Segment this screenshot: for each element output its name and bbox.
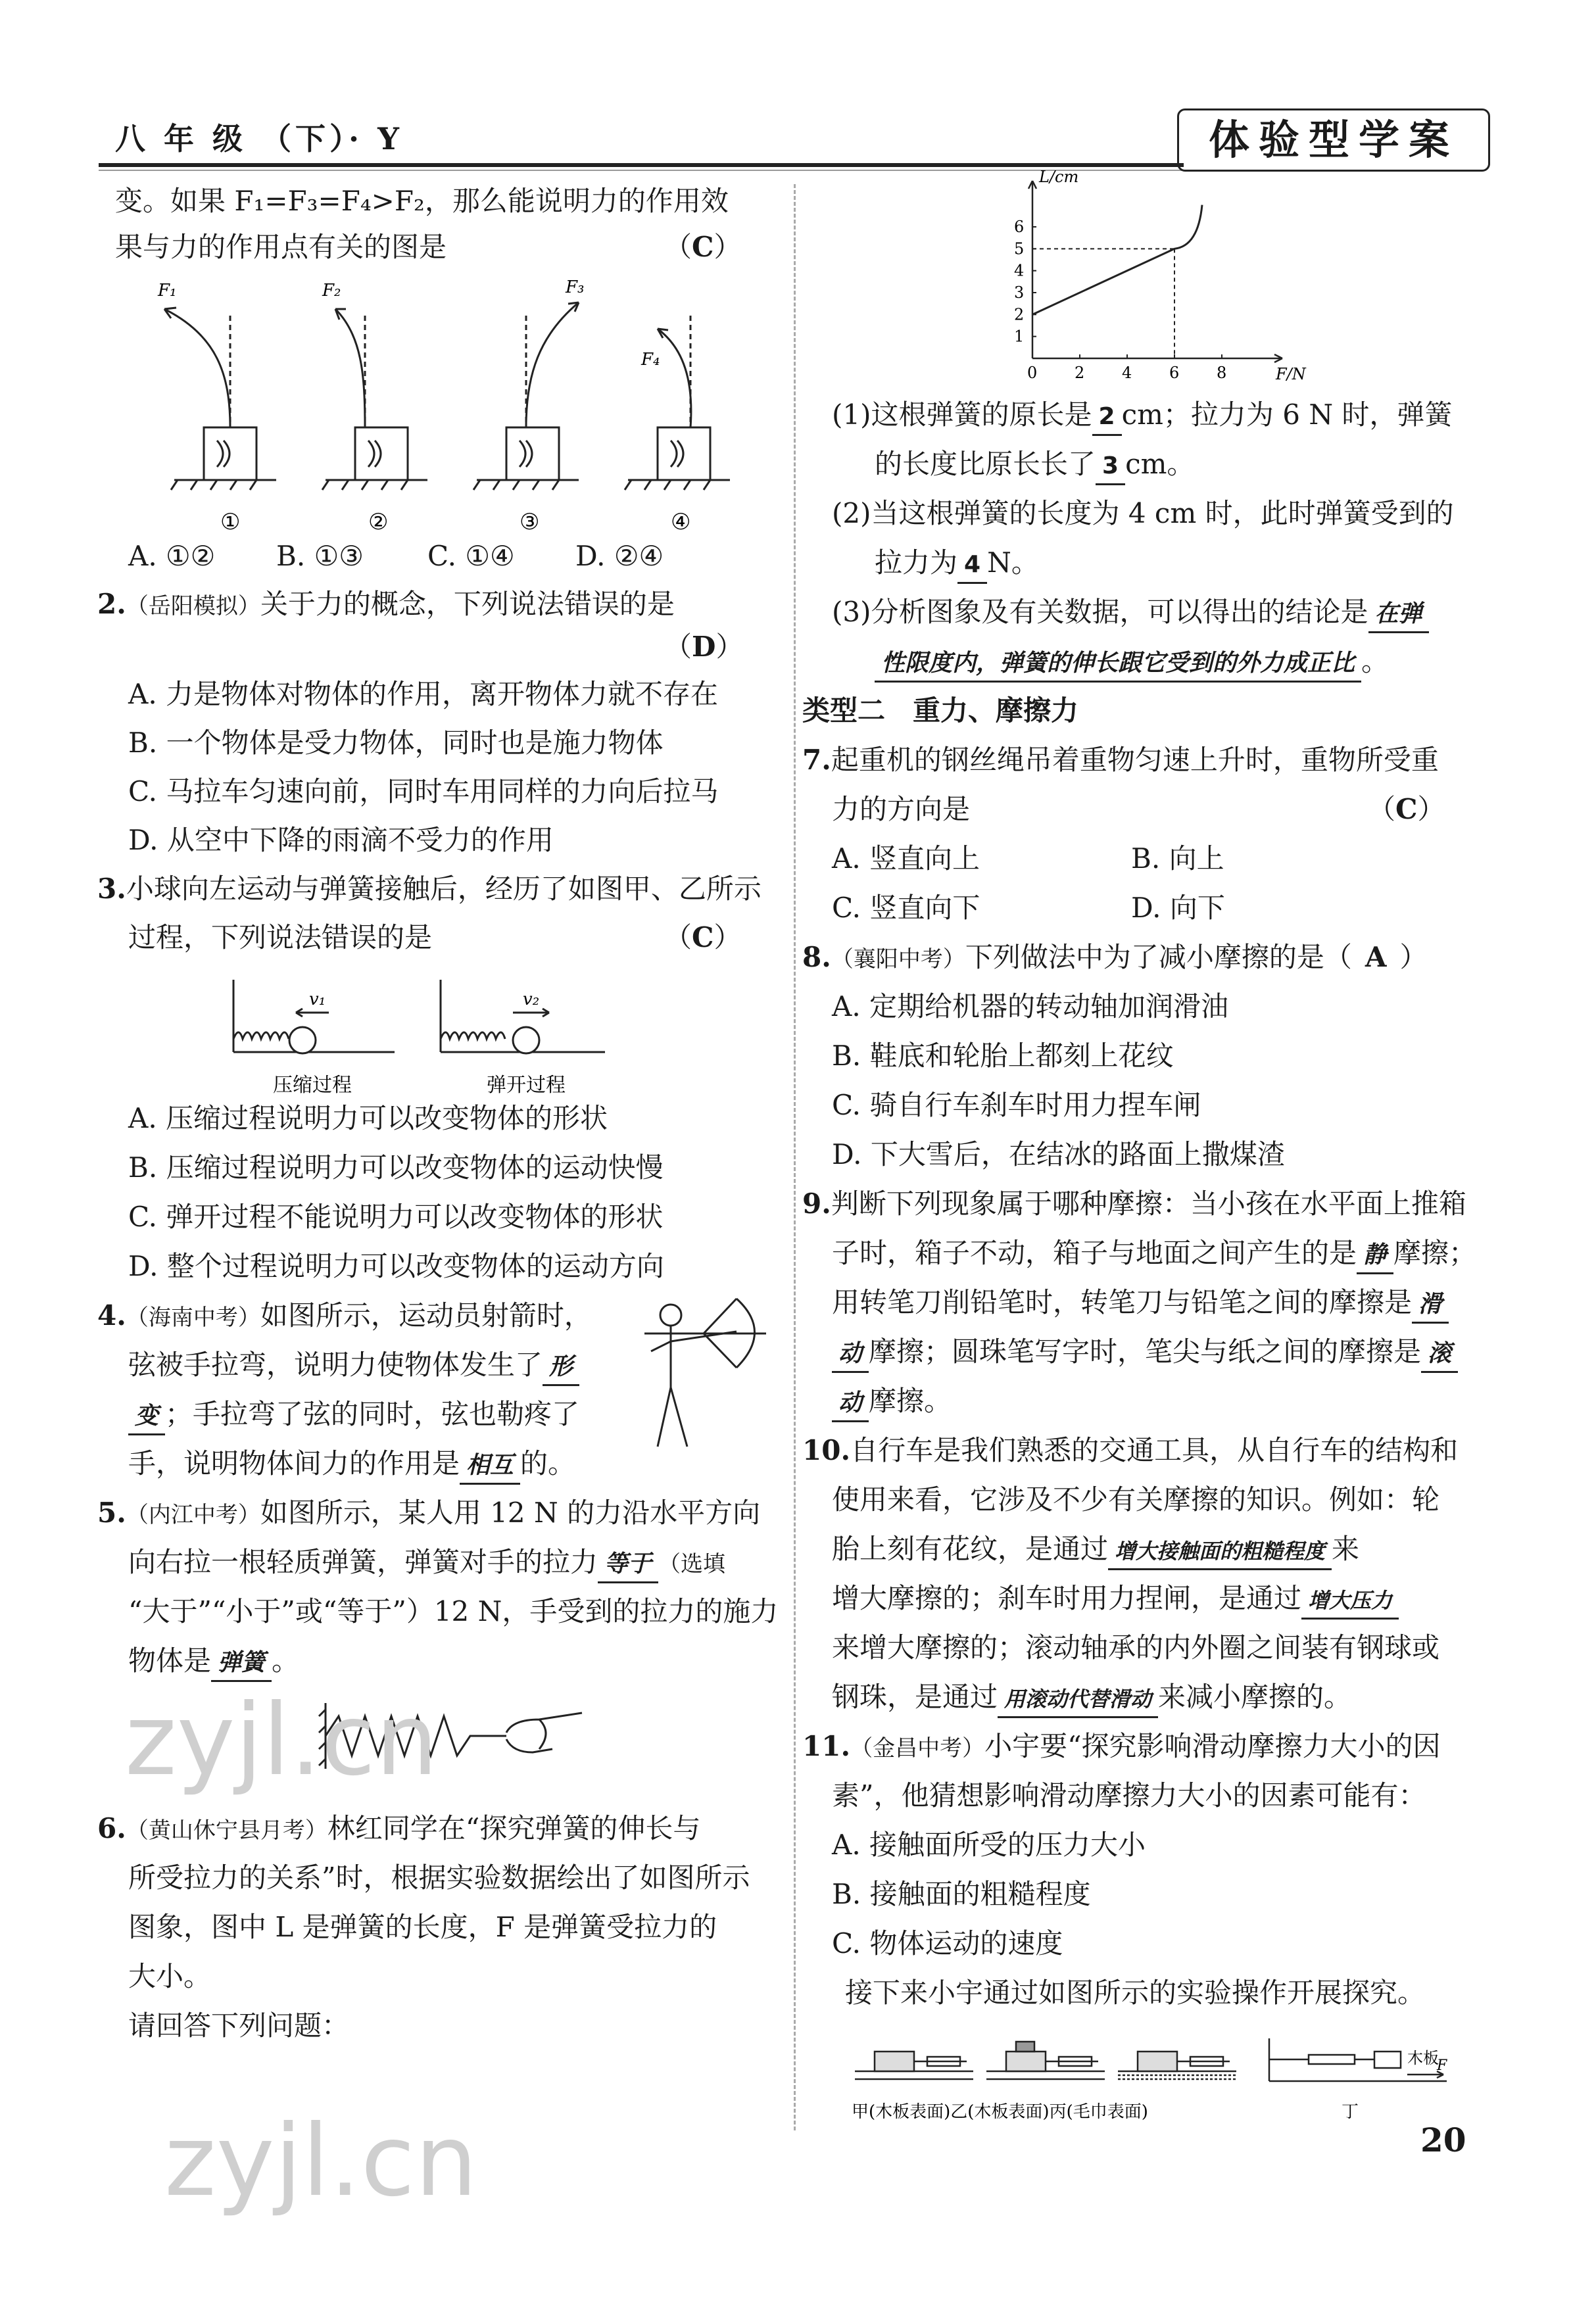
q3-option-c: C. 弹开过程不能说明力可以改变物体的形状: [128, 1201, 664, 1233]
force-label-3: F₃: [566, 277, 585, 297]
q3-answer-bracket: （C）: [664, 921, 742, 953]
x-tick-label: 2: [1075, 364, 1085, 382]
q1-option-c: C. ①④: [427, 540, 515, 572]
fig-caption: 甲(木板表面)乙(木板表面)丙(毛巾表面): [852, 2102, 1148, 2122]
fig-force-label: F: [1437, 2057, 1447, 2074]
q11-line2: 素”，他猜想影响滑动摩擦力大小的因素可能有：: [832, 1779, 1426, 1812]
q4-text2: 弦被手拉弯，说明力使物体发生了: [128, 1349, 543, 1381]
q10-line4: [832, 1581, 1399, 1620]
force-label-1: F₁: [158, 281, 177, 300]
q6-sub1-cont: [875, 447, 1194, 485]
q4-text1: 如图所示，运动员射箭时，: [260, 1299, 592, 1332]
velocity-label-1: v₁: [309, 990, 326, 1009]
q10-answer-2: 增大压力: [1301, 1583, 1399, 1620]
q9-text5: 摩擦。: [869, 1385, 952, 1417]
section-2-title: 类型二 重力、摩擦力: [802, 694, 1079, 727]
fig-board-label: 木板: [1407, 2049, 1439, 2067]
q8-source: （襄阳中考）: [831, 946, 965, 973]
q11-option-a: A. 接触面所受的压力大小: [832, 1829, 1146, 1861]
q6-sub2-answer: 4: [957, 548, 987, 584]
force-label-2: F₂: [322, 281, 341, 300]
q10-line2: 使用来看，它涉及不少有关摩擦的知识。例如：轮: [832, 1483, 1440, 1516]
q4-line3: [128, 1397, 579, 1435]
fig-ding-label: 丁: [1342, 2102, 1359, 2122]
q5-line3: “大于”“小于”或“等于”）12 N，手受到的拉力的施力: [128, 1595, 779, 1627]
q5-line2: [128, 1545, 725, 1583]
q10-number: 10.: [802, 1434, 851, 1466]
q1-option-a: A. ①②: [128, 540, 216, 572]
q1-answer: C: [692, 231, 714, 263]
q4-answer-2: 相互: [460, 1449, 520, 1485]
q7-number: 7.: [802, 744, 831, 776]
page-number: 20: [1420, 2121, 1466, 2159]
q1-panel-1: [164, 308, 276, 490]
q9-text4: 摩擦；圆珠笔写字时，笔尖与纸之间的摩擦是: [869, 1335, 1422, 1368]
q8-option-d: D. 下大雪后，在结冰的路面上撒煤渣: [832, 1138, 1285, 1170]
q6-line4: 大小。: [128, 1960, 212, 1992]
q9-line4: [832, 1335, 1458, 1373]
q6-number: 6.: [97, 1812, 126, 1844]
watermark-1: zyjl.cn: [125, 1683, 439, 1798]
q6-sub1-text-c: 的长度比原长长了: [875, 448, 1096, 480]
archer-figure: [631, 1295, 776, 1453]
grade-header: 八 年 级 （下）· Y: [115, 121, 403, 156]
q8-option-a: A. 定期给机器的转动轴加润滑油: [832, 990, 1229, 1022]
q3-text1: 小球向左运动与弹簧接触后，经历了如图甲、乙所示: [126, 873, 762, 905]
force-label-4: F₄: [641, 350, 660, 370]
y-tick-label: 6: [1014, 218, 1025, 236]
q3-figure: [224, 967, 644, 1098]
q9-text1: 判断下列现象属于哪种摩擦：当小孩在水平面上推箱: [831, 1188, 1466, 1220]
q11-option-b: B. 接触面的粗糙程度: [832, 1878, 1091, 1910]
q2-option-d: D. 从空中下降的雨滴不受力的作用: [128, 824, 554, 856]
q11-number: 11.: [802, 1730, 851, 1762]
q7-text1: 起重机的钢丝绳吊着重物匀速上升时，重物所受重: [831, 744, 1439, 776]
q10-text6b: 来减小摩擦的。: [1158, 1681, 1352, 1713]
q6-sub2: (2)当这根弹簧的长度为 4 cm 时，此时弹簧受到的: [832, 497, 1454, 529]
q6-sub1-text: (1)这根弹簧的原长是: [832, 398, 1092, 431]
q6-line1: [97, 1812, 700, 1848]
q6-sub3: [832, 595, 1429, 633]
q6-line3: 图象，图中 L 是弹簧的长度，F 是弹簧受拉力的: [128, 1911, 717, 1943]
q6-sub1: [832, 398, 1452, 436]
q9-line2: [832, 1236, 1476, 1274]
q4-text4: 手，说明物体间力的作用是: [128, 1447, 460, 1479]
q5-text4: 物体是: [128, 1645, 212, 1677]
q7-option-b: B. 向上: [1131, 842, 1224, 875]
series-line: [1032, 205, 1202, 315]
x-tick-label: 0: [1027, 364, 1038, 382]
q1-option-d: D. ②④: [575, 540, 664, 572]
q9-line5: [832, 1384, 952, 1422]
friction-experiment-figure: [848, 2019, 1453, 2130]
q5-line4: [128, 1644, 299, 1682]
q3-option-a: A. 压缩过程说明力可以改变物体的形状: [128, 1102, 608, 1134]
q2-source: （岳阳模拟）: [126, 593, 260, 619]
q1-figure: [158, 276, 763, 539]
q1-panel-2: [322, 309, 427, 490]
q6-sub2-text-c: N。: [987, 546, 1039, 579]
q9-text2: 子时，箱子不动，箱子与地面之间产生的是: [832, 1237, 1357, 1269]
q9-text2b: 摩擦；: [1393, 1237, 1477, 1269]
y-tick-label: 2: [1014, 305, 1025, 324]
q6-sub1-text-b: cm；拉力为 6 N 时，弹簧: [1121, 398, 1453, 431]
fig-label-1: ①: [220, 509, 241, 535]
header-rule: [99, 163, 1184, 167]
q6-sub3-text: (3)分析图象及有关数据，可以得出的结论是: [832, 596, 1368, 628]
q5-line1: [97, 1496, 760, 1532]
book-title-badge: 体验型学案: [1177, 108, 1490, 172]
q4-text4b: 的。: [520, 1447, 576, 1479]
q5-answer-2: 弹簧: [211, 1646, 272, 1682]
fig-label-2: ②: [368, 509, 389, 535]
q8-option-c: C. 骑自行车刹车时用力捏车闸: [832, 1089, 1201, 1121]
q6-sub2-cont: [875, 546, 1039, 584]
q9-text3: 用转笔刀削铅笔时，转笔刀与铅笔之间的摩擦是: [832, 1286, 1413, 1318]
q10-line6: [832, 1680, 1351, 1718]
q3-option-b: B. 压缩过程说明力可以改变物体的运动快慢: [128, 1151, 664, 1184]
q8-stem: 8.（襄阳中考）下列做法中为了减小摩擦的是（ A ）: [802, 941, 1428, 973]
q9-line3: [832, 1285, 1449, 1324]
q4-line2: [128, 1348, 579, 1386]
q3-option-d: D. 整个过程说明力可以改变物体的运动方向: [128, 1250, 664, 1282]
q7-line1: [802, 743, 1439, 777]
q4-text3: ；手拉弯了弦的同时，弦也勒疼了: [165, 1398, 580, 1430]
q2-option-c: C. 马拉车匀速向前，同时车用同样的力向后拉马: [128, 775, 719, 807]
q1-panel-4: [625, 316, 730, 490]
q7-answer-bracket: （C）: [1368, 793, 1445, 825]
q11-option-c: C. 物体运动的速度: [832, 1927, 1063, 1959]
q7-line2: 力的方向是: [832, 793, 971, 825]
q10-line1: [802, 1433, 1458, 1468]
q1-line1: 变。如果 F₁=F₃=F₄>F₂，那么能说明力的作用效: [115, 185, 729, 217]
q6-sub3-cont: [875, 644, 1389, 683]
q6-sub3-text-b: 。: [1361, 645, 1390, 677]
q3-number: 3.: [97, 873, 126, 905]
q5-text4b: 。: [272, 1645, 300, 1677]
q1-option-b: B. ①③: [276, 540, 364, 572]
q11-line1: [802, 1729, 1441, 1766]
q2-answer-bracket: （D）: [664, 631, 744, 663]
q2-option-a: A. 力是物体对物体的作用，离开物体力就不存在: [128, 678, 719, 710]
q1-answer-bracket: （C）: [664, 231, 742, 263]
y-tick-label: 1: [1014, 327, 1025, 346]
q6-sub2-text-b: 拉力为: [875, 546, 958, 579]
q5-number: 5.: [97, 1497, 126, 1529]
q7-answer: C: [1395, 793, 1418, 825]
q10-answer-1: 增大接触面的粗糙程度: [1108, 1534, 1332, 1570]
fig-label-3: ③: [520, 509, 540, 535]
x-tick-label: 6: [1169, 364, 1180, 382]
q5-text2b: （选填: [658, 1551, 726, 1577]
fig-label-release: 弹开过程: [487, 1074, 566, 1097]
q5-source: （内江中考）: [126, 1502, 260, 1528]
q8-number: 8.: [802, 941, 831, 973]
q8-option-b: B. 鞋底和轮胎上都刻上花纹: [832, 1040, 1174, 1072]
q11-source: （金昌中考）: [850, 1735, 985, 1762]
q8-text: 下列做法中为了减小摩擦的是（: [965, 941, 1352, 973]
q10-answer-3: 用滚动代替滑动: [998, 1682, 1158, 1718]
q2-option-b: B. 一个物体是受力物体，同时也是施力物体: [128, 727, 664, 759]
y-axis-label: L/cm: [1039, 168, 1079, 186]
q1-line2: 果与力的作用点有关的图是: [115, 231, 447, 263]
q3-line1: [97, 872, 762, 906]
q5-text2: 向右拉一根轻质弹簧，弹簧对手的拉力: [128, 1546, 598, 1578]
q6-line2: 所受拉力的关系”时，根据实验数据绘出了如图所示: [128, 1862, 750, 1894]
q10-text3: 胎上刻有花纹，是通过: [832, 1533, 1109, 1565]
q4-source: （海南中考）: [126, 1305, 260, 1331]
q6-sub3-answer-1: 在弹: [1368, 597, 1429, 633]
fig-label-4: ④: [671, 509, 691, 535]
q3-answer: C: [692, 921, 714, 953]
y-tick-label: 3: [1014, 283, 1025, 302]
x-tick-label: 4: [1122, 364, 1132, 382]
q10-line5: 来增大摩擦的；滚动轴承的内外圈之间装有钢球或: [832, 1631, 1440, 1664]
q4-number: 4.: [97, 1299, 126, 1332]
q8-answer: A: [1365, 941, 1387, 973]
spring-length-chart: [993, 168, 1306, 395]
q4-line4: [128, 1447, 575, 1485]
y-tick-label: 5: [1014, 239, 1025, 258]
q6-sub1-answer-1: 2: [1092, 400, 1122, 436]
q2-answer: D: [692, 631, 716, 663]
q7-option-c: C. 竖直向下: [832, 892, 980, 924]
q7-option-d: D. 向下: [1131, 892, 1225, 924]
y-tick-label: 4: [1014, 261, 1025, 280]
q10-text3b: 来: [1332, 1533, 1360, 1565]
fig-label-compress: 压缩过程: [273, 1074, 352, 1097]
q10-text1: 自行车是我们熟悉的交通工具，从自行车的结构和: [850, 1434, 1459, 1466]
q10-line3: [832, 1532, 1359, 1570]
q2-number: 2.: [97, 588, 126, 620]
q11-text1: 小宇要“探究影响滑动摩擦力大小的因: [984, 1730, 1441, 1762]
q6-sub1-text-d: cm。: [1125, 448, 1195, 480]
q9-answer-2b: 动: [832, 1337, 869, 1373]
q9-answer-1: 静: [1357, 1238, 1393, 1274]
velocity-label-2: v₂: [523, 990, 540, 1009]
q10-text4: 增大摩擦的；刹车时用力捏闸，是通过: [832, 1582, 1302, 1614]
q11-line3: 接下来小宇通过如图所示的实验操作开展探究。: [845, 1977, 1426, 2009]
watermark-2: zyjl.cn: [164, 2104, 478, 2219]
q4-line1: [97, 1299, 592, 1335]
q9-answer-2a: 滑: [1412, 1287, 1449, 1324]
q6-source: （黄山休宁县月考）: [126, 1817, 327, 1844]
q2-text: 关于力的概念，下列说法错误的是: [260, 588, 675, 620]
q9-answer-3b: 动: [832, 1386, 869, 1422]
q9-answer-3a: 滚: [1421, 1337, 1458, 1373]
q6-line5: 请回答下列问题：: [128, 2009, 350, 2042]
q2-stem: [97, 587, 675, 623]
x-tick-label: 8: [1217, 364, 1227, 382]
q10-text6: 钢珠，是通过: [832, 1681, 998, 1713]
q3-line2: 过程，下列说法错误的是: [128, 921, 433, 953]
q1-panel-3: [473, 302, 579, 490]
q4-answer-1b: 变: [128, 1399, 165, 1435]
x-axis-label: F/N: [1276, 365, 1306, 383]
q4-answer-1a: 形: [543, 1350, 579, 1386]
q7-option-a: A. 竖直向上: [832, 842, 980, 875]
q6-text1: 林红同学在“探究弹簧的伸长与: [327, 1812, 701, 1844]
q9-line1: [802, 1187, 1466, 1221]
q5-text1: 如图所示，某人用 12 N 的力沿水平方向: [260, 1497, 761, 1529]
column-divider: [794, 184, 796, 2130]
q5-answer-1: 等于: [598, 1547, 658, 1583]
q6-sub3-answer-2: 性限度内，弹簧的伸长跟它受到的外力成正比: [875, 646, 1361, 683]
q6-sub1-answer-2: 3: [1096, 449, 1125, 485]
q9-number: 9.: [802, 1188, 831, 1220]
